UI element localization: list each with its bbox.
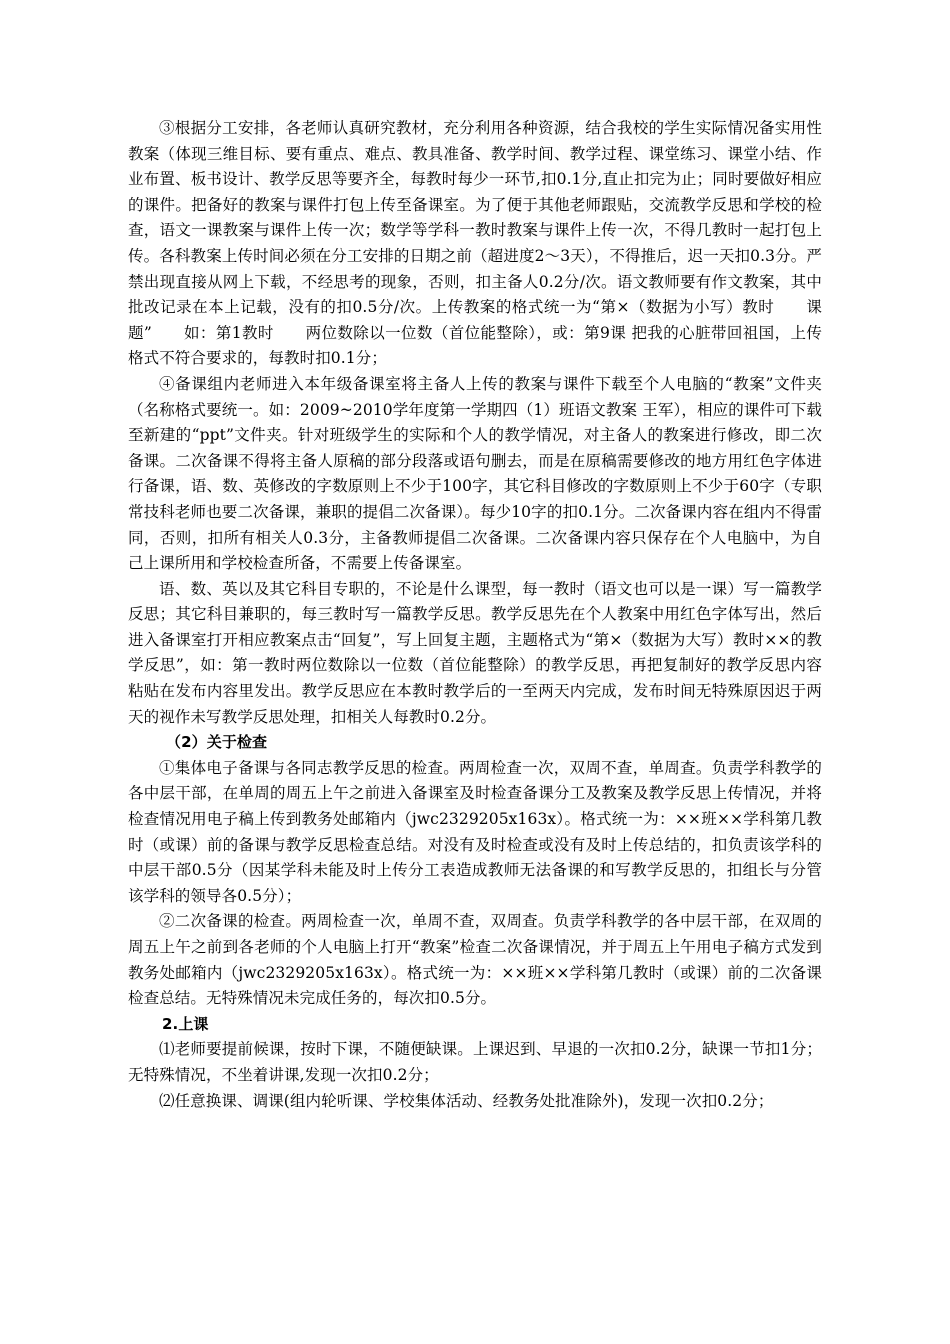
paragraph-second-preparation: ④备课组内老师进入本年级备课室将主备人上传的教案与课件下载至个人电脑的“教案”文件夹（名称格式要统一。如：2009~2010学年度第一学期四（1）班语文教案 王军），相应的课件可下载至新建的“ppt”文件夹。针对班级学生的实际和个人的教学情况，对主备人的教案进行修改，即二次备课。二次备课不得将主备人原稿的部分段落或语句删去，而是在原稿需要修改的地方用红色字体进行备课，语、数、英修改的字数原则上不少于100字，其它科目修改的字数原则上不少于60字（专职常技科老师也要二次备课，兼职的提倡二次备课）。每少10字的扣0.1分。二次备课内容在组内不得雷同，否则，扣所有相关人0.3分，主备教师提倡二次备课。二次备课内容只保存在个人电脑中，为自己上课所用和学校检查所备，不需要上传备课室。 xyxy=(128,374,822,573)
paragraph-teaching-reflection: 语、数、英以及其它科目专职的，不论是什么课型，每一教时（语文也可以是一课）写一篇教学反思；其它科目兼职的，每三教时写一篇教学反思。教学反思先在个人教案中用红色字体写出，然后进入备课室打开相应教案点击“回复”，写上回复主题，主题格式为“第×（数据为大写）教时××的教学反思”，如：第一教时两位数除以一位数（首位能整除）的教学反思，再把复制好的教学反思内容粘贴在发布内容里发出。教学反思应在本教时教学后的一至两天内完成，发布时间无特殊原因迟于两天的视作未写教学反思处理，扣相关人每教时0.2分。 xyxy=(128,579,822,726)
document-page xyxy=(128,116,822,1114)
paragraph-collective-inspection: ①集体电子备课与各同志教学反思的检查。两周检查一次，双周不查，单周查。负责学科教学的各中层干部，在单周的周五上午之前进入备课室及时检查备课分工及教案及教学反思上传情况，并将检查情况用电子稿上传到教务处邮箱内（jwc2329205x163x）。格式统一为：××班××学科第几教时（或课）前的备课与教学反思检查总结。对没有及时检查或没有及时上传总结的，扣负责该学科的中层干部0.5分（因某学科未能及时上传分工表造成教师无法备课的和写教学反思的，扣组长与分管该学科的领导各0.5分）； xyxy=(128,758,822,905)
section-heading-class: 2.上课 xyxy=(162,1014,209,1033)
section-heading-inspection: （2）关于检查 xyxy=(166,733,268,752)
paragraph-lesson-plan-upload: ③根据分工安排，各老师认真研究教材，充分利用各种资源，结合我校的学生实际情况备实用性教案（体现三维目标、要有重点、难点、教具准备、教学时间、教学过程、课堂练习、课堂小结、作业布置、板书设计、教学反思等要齐全，每教时每少一环节,扣0.1分,直止扣完为止；同时要做好相应的课件。把备好的教案与课件打包上传至备课室。为了便于其他老师跟贴，交流教学反思和学校的检查，语文一课教案与课件上传一次；数学等学科一教时教案与课件上传一次，不得几教时一起打包上传。各科教案上传时间必须在分工安排的日期之前（超进度2～3天），不得推后，迟一天扣0.3分。严禁出现直接从网上下载，不经思考的现象，否则，扣主备人0.2分/次。语文教师要有作文教案，其中批改记录在本上记载，没有的扣0.5分/次。上传教案的格式统一为“第×（数据为小写）教时 课题” 如：第1教时 两位数除以一位数（首位能整除），或：第9课 把我的心脏带回祖国，上传格式不符合要求的，每教时扣0.1分； xyxy=(128,119,822,368)
paragraph-second-preparation-inspection: ②二次备课的检查。两周检查一次，单周不查，双周查。负责学科教学的各中层干部，在双周的周五上午之前到各老师的个人电脑上打开“教案”检查二次备课情况，并于周五上午用电子稿方式发到教务处邮箱内（jwc2329205x163x）。格式统一为：××班××学科第几教时（或课）前的二次备课检查总结。无特殊情况未完成任务的，每次扣0.5分。 xyxy=(128,912,822,1008)
paragraph-class-rule-1: ⑴老师要提前候课，按时下课，不随便缺课。上课迟到、早退的一次扣0.2分，缺课一节扣1分；无特殊情况，不坐着讲课,发现一次扣0.2分； xyxy=(128,1040,822,1084)
paragraph-class-rule-2: ⑵任意换课、调课(组内轮听课、学校集体活动、经教务处批准除外)，发现一次扣0.2分； xyxy=(159,1091,774,1110)
